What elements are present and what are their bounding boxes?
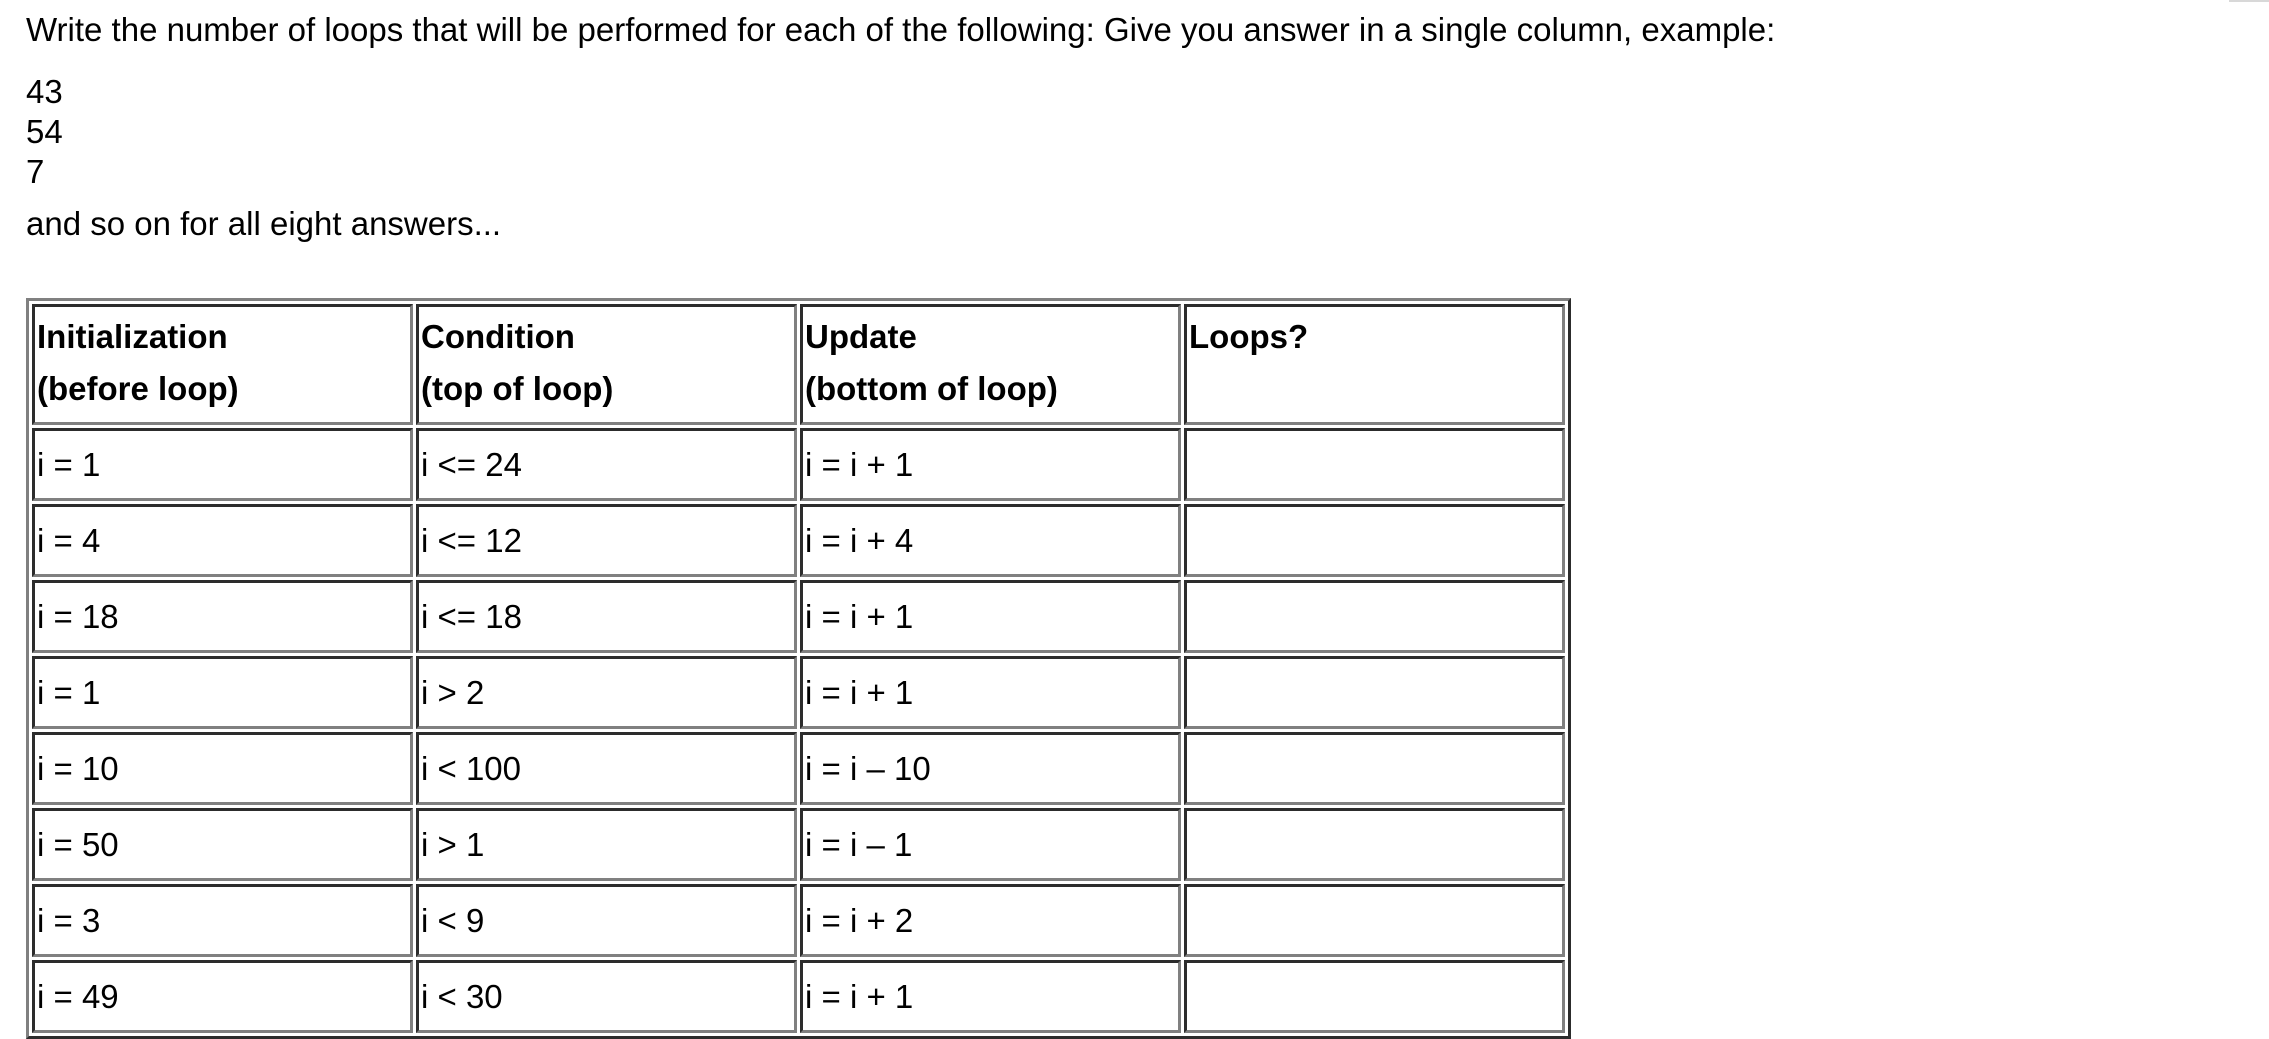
- table-row: [32, 656, 1565, 729]
- cell-update: i = i + 2: [800, 884, 1181, 957]
- cell-init: i = 50: [32, 808, 413, 881]
- header-subtitle: (before loop): [37, 370, 239, 407]
- cell-update: i = i + 1: [800, 656, 1181, 729]
- cell-init: i = 4: [32, 504, 413, 577]
- cell-condition: i < 100: [416, 732, 797, 805]
- cell-condition: i > 2: [416, 656, 797, 729]
- instructions: [26, 0, 1775, 244]
- cell-update: i = i – 10: [800, 732, 1181, 805]
- cell-loops-answer[interactable]: [1184, 808, 1565, 881]
- cell-update: i = i + 1: [800, 580, 1181, 653]
- cell-condition: i < 9: [416, 884, 797, 957]
- cell-init: i = 10: [32, 732, 413, 805]
- example-line: 54: [26, 113, 63, 150]
- cell-loops-answer[interactable]: [1184, 656, 1565, 729]
- table-row: [32, 884, 1565, 957]
- cell-update: i = i – 1: [800, 808, 1181, 881]
- cell-init: i = 18: [32, 580, 413, 653]
- cell-update: i = i + 4: [800, 504, 1181, 577]
- header-subtitle: (top of loop): [421, 370, 614, 407]
- header-title: Condition: [421, 318, 575, 355]
- header-condition: [416, 304, 797, 425]
- header-subtitle: (bottom of loop): [805, 370, 1058, 407]
- cell-loops-answer[interactable]: [1184, 732, 1565, 805]
- cell-condition: i < 30: [416, 960, 797, 1033]
- table-row: [32, 960, 1565, 1033]
- example-line: 43: [26, 73, 63, 110]
- header-title: Update: [805, 318, 917, 355]
- cell-loops-answer[interactable]: [1184, 960, 1565, 1033]
- table-row: [32, 808, 1565, 881]
- cell-init: i = 49: [32, 960, 413, 1033]
- cell-condition: i <= 18: [416, 580, 797, 653]
- cell-init: i = 1: [32, 428, 413, 501]
- cell-condition: i <= 24: [416, 428, 797, 501]
- cell-loops-answer[interactable]: [1184, 504, 1565, 577]
- table-row: [32, 504, 1565, 577]
- cell-init: i = 1: [32, 656, 413, 729]
- table-row: [32, 428, 1565, 501]
- cell-update: i = i + 1: [800, 428, 1181, 501]
- example-line: 7: [26, 153, 45, 190]
- header-initialization: [32, 304, 413, 425]
- header-title: Loops?: [1189, 318, 1309, 355]
- loops-table: [26, 298, 1571, 1039]
- cell-condition: i <= 12: [416, 504, 797, 577]
- example-list: [26, 72, 1775, 192]
- cell-update: i = i + 1: [800, 960, 1181, 1033]
- header-title: Initialization: [37, 318, 228, 355]
- table-header-row: [32, 304, 1565, 425]
- cell-loops-answer[interactable]: [1184, 580, 1565, 653]
- cell-loops-answer[interactable]: [1184, 884, 1565, 957]
- header-loops: [1184, 304, 1565, 425]
- header-update: [800, 304, 1181, 425]
- cell-init: i = 3: [32, 884, 413, 957]
- table-row: [32, 580, 1565, 653]
- intro-text: Write the number of loops that will be performed for each of the following: Give you answer in a single column, example:: [26, 11, 1776, 48]
- cell-condition: i > 1: [416, 808, 797, 881]
- outro-text: and so on for all eight answers...: [26, 205, 502, 242]
- table-row: [32, 732, 1565, 805]
- edge-divider: [2229, 0, 2269, 2]
- cell-loops-answer[interactable]: [1184, 428, 1565, 501]
